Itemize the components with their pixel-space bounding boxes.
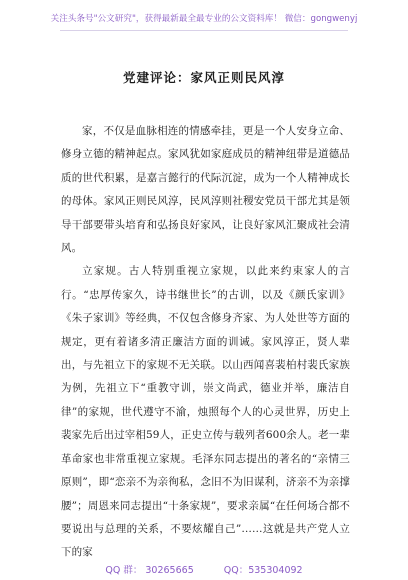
document-title: 党建评论：家风正则民风淳: [122, 70, 285, 85]
document-body: [61, 120, 350, 565]
footer-qq-group: QQ 群： 30265665: [105, 565, 194, 576]
header-divider: [60, 30, 348, 31]
footer-contact: [0, 562, 408, 576]
paragraph-family-rules: 立家规。古人特别重视立家规，以此来约束家人的言行。“忠厚传家久，诗书继世长”的古训，以及《颜氏家训》《朱子家训》等经典，不仅包含修身齐家、为人处世等方面的规定，更有着诸多清正廉洁方面的训诫。家风淳正，贤人辈出，与先祖立下的家规不无关联。以山西闻喜裴柏村裴氏家族为例，先祖立下“重教守训，崇文尚武，德业并举，廉洁自律”的家规，世代遵守不渝，烛照每个人的心灵世界，历史上裴家先后出过宰相59人，正史立传与载列者600余人。老一辈革命家也非常重视立家规。毛泽东同志提出的著名的“亲情三原则”，即“恋亲不为亲徇私，念旧不为旧谋利，济亲不为亲撑腰”；周恩来同志提出“十条家规”，要求亲属“在任何场合都不要说出与总理的关系，不要炫耀自己”……这就是共产党人立下的家: [61, 265, 350, 559]
paragraph-intro: 家，不仅是血脉相连的情感牵挂，更是一个人安身立命、修身立德的精神起点。家风犹如家庭成员的精神纽带是道德品质的世代积累，是嘉言懿行的代际沉淀，成为一个人精神成长的母体。家风正则民风淳，民风淳则社稷安党员干部尤其是领导干部要带头培育和弘扬良好家风，让良好家风汇聚成社会清风。: [61, 125, 350, 255]
header-watermark-note: 关注头条号"公文研究"，获得最新最全最专业的公文资料库！ 微信：gongwenyj: [50, 14, 358, 24]
footer-qq: QQ：535304092: [223, 565, 303, 576]
